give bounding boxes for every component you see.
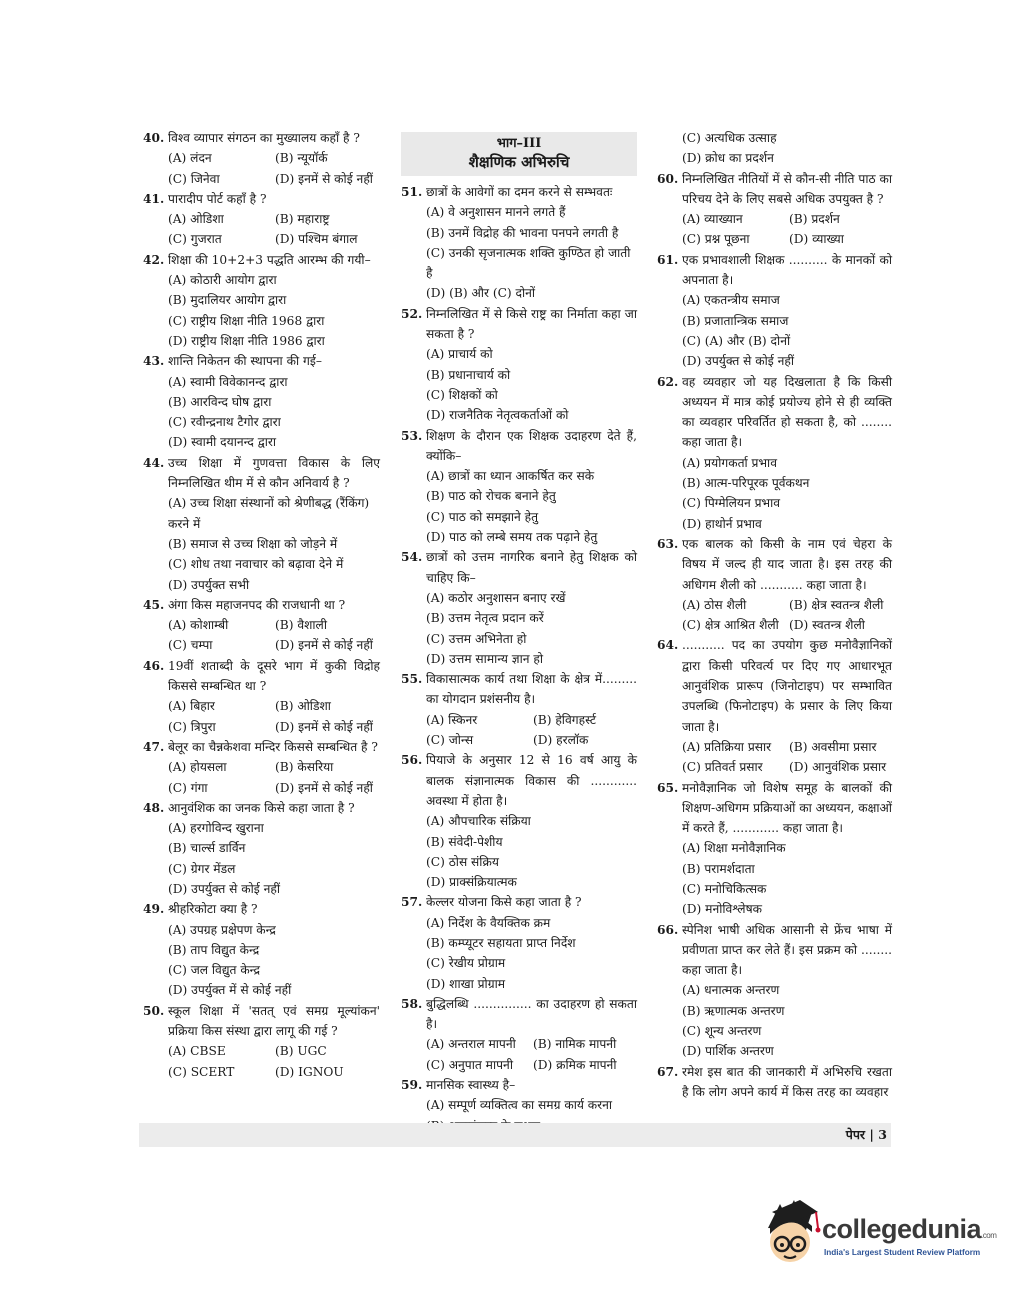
question-text: केल्लर योजना किसे कहा जाता है ? (426, 895, 582, 910)
answer-option: (A) कोठारी आयोग द्वारा (168, 273, 277, 288)
answer-option: (D) उपर्युक्त से कोई नहीं (168, 881, 281, 896)
question-stem (143, 798, 380, 818)
answer-option: (D) क्रोध का प्रदर्शन (682, 151, 774, 166)
page-footer (139, 1123, 891, 1147)
answer-option: (D) आनुवंशिक प्रसार (789, 760, 887, 775)
question-stem (143, 899, 380, 919)
question-number: 47. (143, 739, 165, 754)
answer-option: (B) प्रदर्शन (789, 212, 840, 227)
answer-option: (C) शोध तथा नवाचार को बढ़ावा देने में (168, 557, 344, 572)
question-item (143, 351, 380, 452)
question-number: 65. (657, 780, 679, 795)
question-stem (657, 635, 892, 736)
question-item (657, 169, 892, 250)
answer-option: (B) ताप विद्युत केन्द्र (168, 942, 260, 957)
question-item (401, 426, 637, 548)
question-number: 40. (143, 131, 165, 145)
answer-option: (C) प्रतिवर्त प्रसार (682, 760, 763, 775)
question-text: बुद्धिलब्धि ............... का उदाहरण हो सकता है। (426, 996, 637, 1032)
question-number: 49. (143, 902, 165, 917)
question-stem (401, 669, 637, 710)
answer-option: (C) गंगा (168, 780, 208, 795)
question-text: मानसिक स्वास्थ्य है– (426, 1078, 516, 1093)
answer-option: (B) आरविन्द घोष द्वारा (168, 394, 272, 409)
answer-option: (A) प्राचार्य को (426, 347, 493, 362)
question-stem (143, 656, 380, 697)
answer-option-row (657, 209, 892, 229)
question-number: 50. (143, 1003, 165, 1018)
answer-option-row (143, 169, 380, 189)
question-stem (657, 372, 892, 453)
question-item (143, 128, 380, 189)
answer-option: (C) मनोचिकित्सक (682, 881, 767, 896)
question-text: बेलूर का चैन्नकेशवा मन्दिर किससे सम्बन्धित है ? (168, 739, 378, 754)
answer-option: (A) सम्पूर्ण व्यक्तित्व का समग्र कार्य करना (426, 1098, 613, 1113)
question-item (401, 750, 637, 892)
question-item (143, 656, 380, 737)
answer-option: (A) छात्रों का ध्यान आकर्षित कर सके (426, 469, 595, 484)
question-number: 44. (143, 455, 165, 470)
question-text: पारादीप पोर्ट कहाँ है ? (168, 191, 267, 206)
answer-option: (D) हरलॉक (533, 733, 589, 748)
question-item (143, 737, 380, 798)
answer-option: (C) ग्रेगर मेंडल (168, 861, 236, 876)
question-item (143, 1001, 380, 1082)
answer-option: (D) उत्तम सामान्य ज्ञान हो (426, 651, 544, 666)
answer-option: (A) व्याख्यान (682, 212, 743, 227)
section-title: शैक्षणिक अभिरुचि (468, 153, 570, 171)
answer-option: (C) जोन्स (426, 733, 474, 748)
answer-option: (B) चार्ल्स डार्विन (168, 841, 246, 856)
question-item (143, 899, 380, 1000)
answer-option: (A) ओडिशा (168, 212, 224, 227)
brand-tagline: India's Largest Student Review Platform (824, 1248, 981, 1257)
question-text: ........... पद का उपयोग कुछ मनोवैज्ञानिकों द्वारा किसी परिवर्त्य पर दिए गए आधारभूत आनुवंशिक प्रारूप (जिनोटाइप) पर सम्भावित उपलब्धि (फिनोटाइप) के प्रसार के लिए किया जाता है। (682, 638, 892, 734)
answer-option-row (143, 615, 380, 635)
section-part: भाग–III (496, 136, 542, 151)
question-text: विकासात्मक कार्य तथा शिक्षा के क्षेत्र में......... का योगदान प्रशंसनीय है। (426, 672, 637, 707)
answer-option: (C) उनकी सृजनात्मक शक्ति कुण्ठित हो जाती है (426, 245, 631, 281)
section-header (401, 132, 637, 176)
answer-option: (B) संवेदी-पेशीय (426, 834, 503, 849)
question-number: 53. (401, 428, 423, 443)
question-number: 67. (657, 1064, 679, 1079)
answer-option: (C) रेखीय प्रोग्राम (426, 956, 506, 971)
answer-option: (C) (A) और (B) दोनों (682, 333, 791, 348)
answer-option: (C) जल विद्युत केन्द्र (168, 963, 260, 978)
question-stem (143, 1001, 380, 1042)
question-text: पियाजे के अनुसार 12 से 16 वर्ष आयु के बालक संज्ञानात्मक विकास की ............ अवस्था में होता है। (426, 753, 637, 808)
question-number: 45. (143, 597, 165, 612)
column-3 (657, 128, 892, 1102)
answer-option: (C) शिक्षकों को (426, 387, 498, 402)
question-stem (401, 750, 637, 811)
answer-option: (C) अत्यधिक उत्साह (682, 131, 777, 145)
answer-option: (B) ओडिशा (275, 699, 331, 714)
question-text: छात्रों को उत्तम नागरिक बनाने हेतु शिक्षक को चाहिए कि– (426, 550, 637, 585)
answer-option: (A) हरगोविन्द खुराना (168, 821, 264, 836)
answer-option: (B) परामर्शदाता (682, 861, 755, 876)
answer-option: (D) शाखा प्रोग्राम (426, 976, 506, 991)
answer-option: (D) हाथोर्न प्रभाव (682, 516, 762, 531)
question-number: 46. (143, 658, 165, 673)
question-number: 63. (657, 536, 679, 551)
answer-option: (B) क्षेत्र स्वतन्त्र शैली (789, 597, 884, 612)
answer-option: (A) एकतन्त्रीय समाज (682, 293, 780, 308)
brand-suffix: .com (981, 1231, 997, 1240)
question-item (401, 182, 637, 304)
question-number: 43. (143, 354, 165, 369)
question-number: 41. (143, 191, 165, 206)
question-stem (401, 994, 637, 1035)
answer-option: (A) स्किनर (426, 712, 478, 727)
question-stem (143, 250, 380, 270)
question-item (143, 798, 380, 899)
answer-option-row (143, 229, 380, 249)
answer-option: (B) प्रजातान्त्रिक समाज (682, 313, 789, 328)
answer-option-row (401, 730, 637, 750)
answer-option: (A) उच्च शिक्षा संस्थानों को श्रेणीबद्ध (रैंकिंग) करने में (168, 496, 370, 531)
question-number: 59. (401, 1078, 423, 1093)
answer-option: (D) पार्शिक अन्तरण (682, 1044, 774, 1059)
answer-option: (A) स्वामी विवेकानन्द द्वारा (168, 374, 288, 389)
question-item (657, 778, 892, 920)
question-text: आनुवंशिक का जनक किसे कहा जाता है ? (168, 800, 355, 815)
answer-option: (D) प्राक्संक्रियात्मक (426, 875, 517, 890)
answer-option: (B) UGC (275, 1044, 327, 1059)
question-stem (143, 189, 380, 209)
answer-option: (B) उनमें विद्रोह की भावना पनपने लगती है (426, 225, 619, 240)
question-stem (657, 778, 892, 839)
question-item (657, 534, 892, 635)
answer-option-row (657, 757, 892, 777)
answer-option-row (143, 778, 380, 798)
question-stem (143, 351, 380, 371)
answer-option: (B) केसरिया (275, 760, 334, 775)
question-text: एक प्रभावशाली शिक्षक .......... के मानकों को अपनाता है। (682, 252, 892, 288)
answer-option: (A) प्रयोगकर्ता प्रभाव (682, 455, 777, 470)
answer-option: (D) स्वतन्त्र शैली (789, 618, 865, 633)
answer-option: (C) चम्पा (168, 638, 213, 653)
answer-option: (A) लंदन (168, 151, 212, 166)
question-number: 51. (401, 185, 423, 199)
answer-option: (C) क्षेत्र आश्रित शैली (682, 618, 779, 633)
answer-option: (A) धनात्मक अन्तरण (682, 983, 780, 998)
answer-option-row (143, 635, 380, 655)
question-stem (401, 182, 637, 202)
question-stem (143, 453, 380, 494)
question-number: 42. (143, 252, 165, 267)
question-item (401, 994, 637, 1075)
answer-option: (D) उपर्युक्त में से कोई नहीं (168, 983, 292, 998)
question-stem (401, 892, 637, 912)
answer-option-row (401, 1034, 637, 1054)
answer-option: (B) कम्प्यूटर सहायता प्राप्त निर्देश (426, 935, 576, 950)
answer-option: (C) गुजरात (168, 232, 222, 247)
question-text: एक बालक को किसी के नाम एवं चेहरा के विषय में जल्द ही याद जाता है। इस तरह की अधिगम शैली को ........... कहा जाता है। (682, 536, 892, 592)
question-text: श्रीहरिकोटा क्या है ? (168, 902, 258, 917)
answer-option-row (657, 737, 892, 757)
answer-option: (B) महाराष्ट्र (275, 212, 330, 227)
question-item (401, 304, 637, 426)
answer-option: (C) प्रश्न पूछना (682, 232, 750, 247)
question-item (143, 595, 380, 656)
answer-option: (D) पश्चिम बंगाल (275, 232, 358, 247)
answer-option-row (143, 209, 380, 229)
question-text: विश्व व्यापार संगठन का मुख्यालय कहाँ है ? (168, 131, 360, 145)
answer-option-row (657, 615, 892, 635)
answer-option: (B) वैशाली (275, 618, 327, 633)
answer-option: (D) स्वामी दयानन्द द्वारा (168, 435, 277, 450)
answer-option: (C) शून्य अन्तरण (682, 1024, 762, 1039)
answer-option: (C) पाठ को समझाने हेतु (426, 509, 539, 524)
question-item (657, 920, 892, 1062)
answer-option: (A) वे अनुशासन मानने लगते हैं (426, 205, 566, 220)
question-item (401, 547, 637, 669)
brand-name (822, 1214, 996, 1245)
answer-option: (B) पाठ को रोचक बनाने हेतु (426, 489, 556, 504)
question-stem (657, 1062, 892, 1103)
answer-option: (B) मुदालियर आयोग द्वारा (168, 293, 287, 308)
answer-option: (C) SCERT (168, 1064, 235, 1079)
question-item (143, 189, 380, 250)
column-2 (401, 128, 637, 1136)
answer-option: (B) हेविगहर्स्ट (533, 712, 596, 727)
answer-option: (C) पिग्मेलियन प्रभाव (682, 496, 781, 511)
question-stem (401, 547, 637, 588)
answer-option-row (143, 1041, 380, 1061)
question-stem (657, 534, 892, 595)
answer-option-row (401, 1055, 637, 1075)
answer-option: (D) इनमें से कोई नहीं (275, 780, 373, 795)
brand-logo[interactable] (760, 1190, 997, 1280)
brand-name-text: collegedunia (822, 1214, 982, 1244)
answer-option: (D) मनोविश्लेषक (682, 902, 762, 917)
answer-option: (C) उत्तम अभिनेता हो (426, 631, 527, 646)
answer-option: (A) कठोर अनुशासन बनाए रखें (426, 590, 566, 605)
question-text: स्कूल शिक्षा में 'सतत् एवं समग्र मूल्यांकन' प्रक्रिया किस संस्था द्वारा लागू की गई ? (168, 1003, 380, 1039)
answer-option: (D) क्रमिक मापनी (533, 1057, 617, 1072)
answer-option: (B) न्यूयॉर्क (275, 151, 328, 166)
answer-option: (B) प्रधानाचार्य को (426, 367, 511, 382)
answer-option: (B) अवसीमा प्रसार (789, 739, 877, 754)
question-text: शिक्षा की 10+2+3 पद्धति आरम्भ की गयी– (168, 252, 371, 267)
answer-option: (D) IGNOU (275, 1064, 344, 1079)
answer-option: (D) राजनैतिक नेतृत्वकर्ताओं को (426, 408, 569, 423)
answer-option-row (401, 710, 637, 730)
question-stem (143, 128, 380, 148)
question-text: रमेश इस बात की जानकारी में अभिरुचि रखता है कि लोग अपने कार्य में किस तरह का व्यवहार (682, 1064, 892, 1099)
answer-option: (C) राष्ट्रीय शिक्षा नीति 1968 द्वारा (168, 313, 325, 328)
answer-option: (A) प्रतिक्रिया प्रसार (682, 739, 772, 754)
answer-option: (B) नामिक मापनी (533, 1037, 617, 1052)
answer-option: (D) (B) और (C) दोनों (426, 286, 536, 301)
answer-option: (D) उपर्युक्त से कोई नहीं (682, 354, 795, 369)
answer-option: (B) आत्म-परिपूरक पूर्वकथन (682, 476, 810, 491)
answer-option: (C) त्रिपुरा (168, 719, 216, 734)
answer-option: (D) पाठ को लम्बे समय तक पढ़ाने हेतु (426, 530, 598, 545)
question-item (143, 250, 380, 351)
answer-option: (C) अनुपात मापनी (426, 1057, 513, 1072)
answer-option: (A) निर्देश के वैयक्तिक क्रम (426, 915, 551, 930)
answer-option: (A) शिक्षा मनोवैज्ञानिक (682, 841, 786, 856)
answer-option-row (143, 757, 380, 777)
question-number: 57. (401, 895, 423, 910)
question-text: स्पेनिश भाषी अधिक आसानी से फ्रेंच भाषा में प्रवीणता प्राप्त कर लेते हैं। इस प्रक्रम को ........ कहा जाता है। (682, 922, 892, 978)
question-text: शान्ति निकेतन की स्थापना की गई– (168, 354, 322, 369)
answer-option: (C) ठोस संक्रिय (426, 854, 499, 869)
answer-option: (A) कोशाम्बी (168, 618, 229, 633)
question-text: 19वीं शताब्दी के दूसरे भाग में कुकी विद्रोह किससे सम्बन्धित था ? (168, 658, 380, 694)
question-item (401, 892, 637, 993)
answer-option: (A) CBSE (168, 1044, 226, 1059)
answer-option: (A) अन्तराल मापनी (426, 1037, 516, 1052)
question-number: 56. (401, 753, 423, 768)
answer-option: (C) जिनेवा (168, 171, 220, 186)
question-number: 58. (401, 996, 423, 1011)
answer-option-row (657, 595, 892, 615)
question-number: 64. (657, 638, 679, 653)
answer-option: (A) होयसला (168, 760, 227, 775)
answer-option-row (143, 148, 380, 168)
answer-option: (D) इनमें से कोई नहीं (275, 719, 373, 734)
question-number: 66. (657, 922, 679, 937)
question-stem (143, 737, 380, 757)
answer-option: (C) रवीन्द्रनाथ टैगोर द्वारा (168, 415, 281, 430)
question-text: उच्च शिक्षा में गुणवत्ता विकास के लिए निम्नलिखित थीम में से कौन अनिवार्य है ? (168, 455, 380, 491)
answer-option-row (143, 717, 380, 737)
answer-option: (D) इनमें से कोई नहीं (275, 171, 373, 186)
question-text: वह व्यवहार जो यह दिखलाता है कि किसी अध्ययन में मात्र कोई प्रयोज्य होने से ही व्यक्ति का व्यवहार परिवर्तित हो सकता है, को ........ कहा जाता है। (682, 374, 892, 450)
question-item (401, 669, 637, 750)
question-text: निम्नलिखित में से किसे राष्ट्र का निर्माता कहा जा सकता है ? (426, 306, 637, 342)
answer-option-row (657, 229, 892, 249)
answer-option: (A) उपग्रह प्रक्षेपण केन्द्र (168, 922, 276, 937)
question-number: 61. (657, 252, 679, 267)
question-number: 55. (401, 672, 423, 687)
question-item (657, 635, 892, 777)
answer-option: (D) उपर्युक्त सभी (168, 577, 250, 592)
answer-option: (D) इनमें से कोई नहीं (275, 638, 373, 653)
question-number: 52. (401, 306, 423, 321)
answer-option: (D) व्याख्या (789, 232, 844, 247)
answer-option: (D) राष्ट्रीय शिक्षा नीति 1986 द्वारा (168, 333, 325, 348)
question-text: अंगा किस महाजनपद की राजधानी था ? (168, 597, 346, 612)
question-number: 62. (657, 374, 679, 389)
answer-option: (B) उत्तम नेतृत्व प्रदान करें (426, 611, 544, 626)
question-stem (657, 920, 892, 981)
question-item (657, 128, 892, 169)
page-number: पेपर | 3 (845, 1127, 887, 1142)
question-text: छात्रों के आवेगों का दमन करने से सम्भवतः (426, 185, 613, 199)
question-item (657, 1062, 892, 1103)
answer-option: (B) ऋणात्मक अन्तरण (682, 1003, 785, 1018)
column-1 (143, 128, 380, 1082)
question-item (657, 372, 892, 534)
question-number: 48. (143, 800, 165, 815)
question-stem (401, 304, 637, 345)
question-text: शिक्षण के दौरान एक शिक्षक उदाहरण देते हैं, क्योंकि– (426, 428, 637, 463)
question-number: 60. (657, 171, 679, 186)
question-text: निम्नलिखित नीतियों में से कौन-सी नीति पाठ का परिचय देने के लिए सबसे अधिक उपयुक्त है ? (682, 171, 892, 206)
question-stem (143, 595, 380, 615)
question-number: 54. (401, 550, 423, 565)
question-text: मनोवैज्ञानिक जो विशेष समूह के बालकों की शिक्षण-अधिगम प्रक्रियाओं का अध्ययन, कक्षाओं में करते हैं, ............ कहा जाता है। (682, 780, 892, 836)
question-item (657, 250, 892, 372)
question-stem (401, 426, 637, 467)
answer-option: (B) समाज से उच्च शिक्षा को जोड़ने में (168, 536, 338, 551)
answer-option-row (143, 1062, 380, 1082)
question-stem (657, 250, 892, 291)
answer-option: (A) औपचारिक संक्रिया (426, 814, 531, 829)
question-stem (657, 169, 892, 210)
answer-option: (A) बिहार (168, 699, 215, 714)
question-stem (401, 1075, 637, 1095)
answer-option-row (143, 696, 380, 716)
answer-option: (A) ठोस शैली (682, 597, 747, 612)
question-item (143, 453, 380, 595)
student-mascot-icon (760, 1190, 822, 1280)
